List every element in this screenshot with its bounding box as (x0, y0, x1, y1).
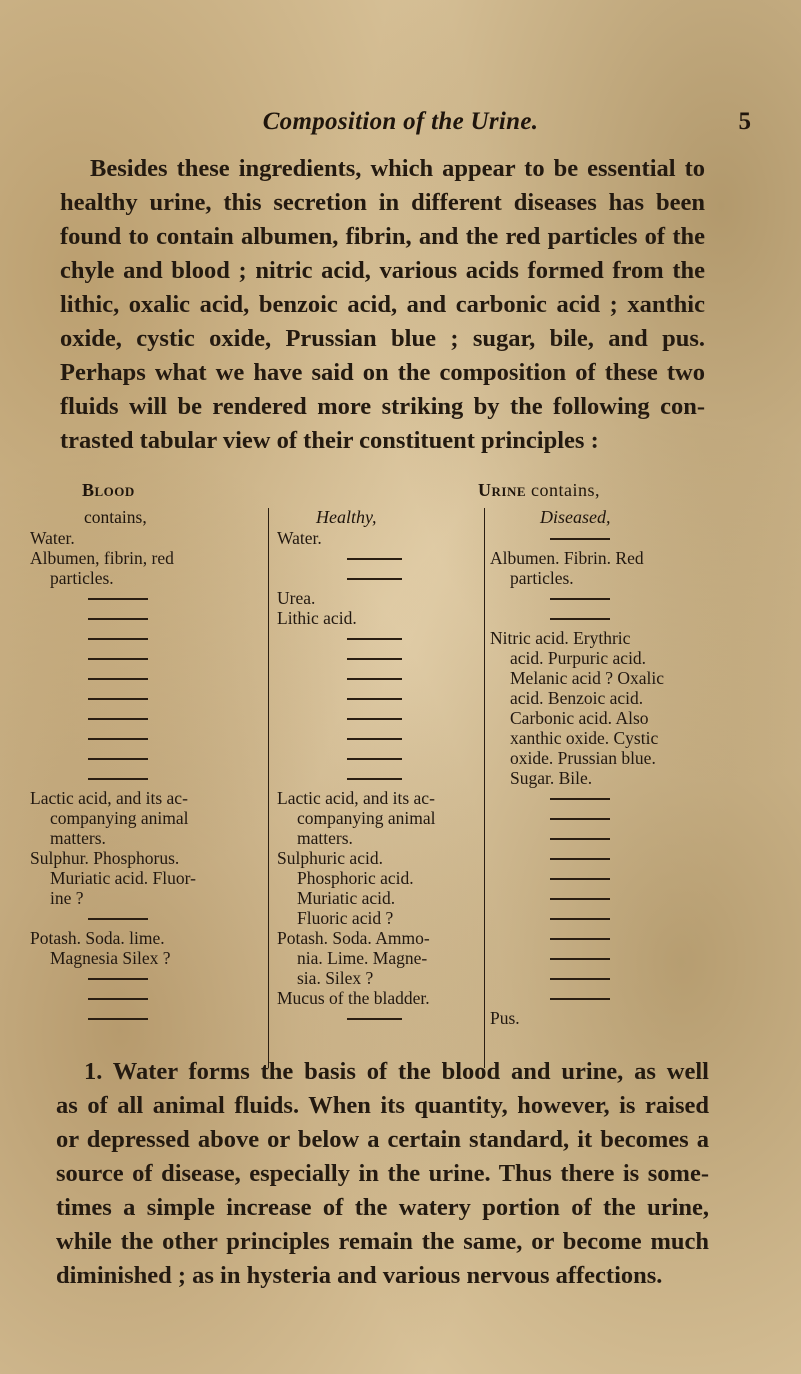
dash-separator (277, 708, 487, 728)
dash-separator (490, 608, 720, 628)
dash-separator (490, 808, 720, 828)
blood-entry: Muriatic acid. Fluor- (50, 868, 196, 888)
running-title: Composition of the Urine. (262, 108, 539, 135)
intro-line (0, 254, 801, 288)
blood-column (30, 528, 260, 1028)
diseased-urine-entry: acid. Purpuric acid. (510, 648, 647, 668)
intro-line-text: lithic, oxalic acid, benzoic acid, and carbonic acid ; xanthic (60, 291, 705, 318)
water-paragraph-line-text: times a simple increase of the watery portion of the urine, (56, 1194, 709, 1221)
blood-entry: Sulphur. Phosphorus. (30, 848, 180, 868)
page-header (0, 108, 801, 138)
intro-line-text: Perhaps what we have said on the composition of these two (60, 359, 705, 386)
dash-separator (30, 968, 260, 988)
blood-entry: Lactic acid, and its ac- (30, 788, 188, 808)
intro-line (0, 288, 801, 322)
blood-entry: ine ? (50, 888, 84, 908)
healthy-urine-entry: Lactic acid, and its ac- (277, 788, 435, 808)
blood-entry: particles. (50, 568, 114, 588)
dash-separator (490, 788, 720, 808)
diseased-urine-entry: Sugar. Bile. (510, 768, 593, 788)
blood-entry: Magnesia Silex ? (50, 948, 171, 968)
healthy-urine-entry: companying animal (297, 808, 436, 828)
urine-heading-word: Urine (478, 480, 527, 500)
diseased-column (490, 528, 720, 1028)
diseased-urine-entry: xanthic oxide. Cystic (510, 728, 659, 748)
diseased-urine-entry: Pus. (490, 1008, 520, 1028)
dash-separator (277, 568, 487, 588)
dash-separator (490, 528, 720, 548)
dash-separator (30, 768, 260, 788)
dash-separator (277, 548, 487, 568)
dash-separator (30, 608, 260, 628)
healthy-urine-entry: Water. (277, 528, 322, 548)
diseased-urine-entry: particles. (510, 568, 574, 588)
water-paragraph-line (0, 1157, 801, 1191)
water-paragraph (0, 1055, 801, 1293)
water-paragraph-line-text: source of disease, especially in the urine. Thus there is some- (56, 1160, 709, 1187)
dash-separator (30, 648, 260, 668)
dash-separator (30, 688, 260, 708)
water-paragraph-line-text: 1. Water forms the basis of the blood and urine, as well (84, 1058, 709, 1085)
water-paragraph-line (0, 1191, 801, 1225)
blood-entry: Water. (30, 528, 75, 548)
dash-separator (30, 588, 260, 608)
blood-contains: contains, (84, 507, 147, 527)
healthy-urine-entry: Sulphuric acid. (277, 848, 383, 868)
dash-separator (30, 628, 260, 648)
healthy-heading: Healthy, (316, 507, 377, 527)
dash-separator (490, 908, 720, 928)
diseased-urine-entry: Albumen. Fibrin. Red (490, 548, 644, 568)
water-paragraph-line (0, 1055, 801, 1089)
intro-line-text: oxide, cystic oxide, Prussian blue ; sugar, bile, and pus. (60, 325, 705, 352)
healthy-urine-entry: Phosphoric acid. (297, 868, 414, 888)
dash-separator (277, 648, 487, 668)
dash-separator (490, 868, 720, 888)
diseased-heading: Diseased, (540, 507, 611, 527)
column-rule-1 (268, 508, 269, 1068)
water-paragraph-line-text: diminished ; as in hysteria and various nervous affections. (56, 1262, 663, 1289)
dash-separator (490, 888, 720, 908)
healthy-urine-entry: matters. (297, 828, 353, 848)
dash-separator (277, 1008, 487, 1028)
blood-heading: Blood (82, 480, 135, 500)
dash-separator (277, 728, 487, 748)
water-paragraph-line-text: or depressed above or below a certain standard, it becomes a (56, 1126, 709, 1153)
healthy-urine-entry: Muriatic acid. (297, 888, 396, 908)
intro-line-text: found to contain albumen, fibrin, and the red particles of the (60, 223, 705, 250)
dash-separator (490, 988, 720, 1008)
water-paragraph-line-text: as of all animal fluids. When its quantity, however, is raised (56, 1092, 709, 1119)
dash-separator (490, 948, 720, 968)
healthy-urine-entry: Lithic acid. (277, 608, 357, 628)
diseased-urine-entry: Carbonic acid. Also (510, 708, 649, 728)
water-paragraph-line (0, 1259, 801, 1293)
dash-separator (30, 668, 260, 688)
blood-entry: matters. (50, 828, 106, 848)
diseased-urine-entry: acid. Benzoic acid. (510, 688, 644, 708)
water-paragraph-line (0, 1089, 801, 1123)
dash-separator (30, 1008, 260, 1028)
column-rule-2 (484, 508, 485, 1068)
blood-entry: Albumen, fibrin, red (30, 548, 174, 568)
intro-line (0, 356, 801, 390)
page-number: 5 (738, 108, 751, 135)
blood-entry: companying animal (50, 808, 189, 828)
healthy-urine-entry: sia. Silex ? (297, 968, 374, 988)
dash-separator (277, 768, 487, 788)
intro-line-text: chyle and blood ; nitric acid, various acids formed from the (60, 257, 705, 284)
urine-contains: contains, (531, 480, 601, 500)
intro-line (0, 322, 801, 356)
dash-separator (277, 668, 487, 688)
dash-separator (277, 628, 487, 648)
water-paragraph-line-text: while the other principles remain the same, or become much (56, 1228, 709, 1255)
dash-separator (490, 828, 720, 848)
dash-separator (490, 928, 720, 948)
dash-separator (30, 908, 260, 928)
dash-separator (30, 708, 260, 728)
intro-line (0, 220, 801, 254)
intro-line-text: trasted tabular view of their constituent principles : (60, 427, 599, 454)
dash-separator (30, 728, 260, 748)
intro-paragraph (0, 152, 801, 458)
diseased-urine-entry: Nitric acid. Erythric (490, 628, 631, 648)
healthy-urine-entry: Mucus of the bladder. (277, 988, 430, 1008)
healthy-urine-entry: nia. Lime. Magne- (297, 948, 428, 968)
healthy-column (277, 528, 487, 1028)
composition-table (30, 478, 730, 1068)
intro-line (0, 152, 801, 186)
intro-line-text: healthy urine, this secretion in different diseases has been (60, 189, 705, 216)
intro-line-text: fluids will be rendered more striking by the following con- (60, 393, 705, 420)
healthy-urine-entry: Fluoric acid ? (297, 908, 394, 928)
dash-separator (30, 748, 260, 768)
intro-line-text: Besides these ingredients, which appear to be essential to (90, 155, 705, 182)
diseased-urine-entry: oxide. Prussian blue. (510, 748, 656, 768)
healthy-urine-entry: Potash. Soda. Ammo- (277, 928, 430, 948)
intro-line (0, 424, 801, 458)
dash-separator (490, 968, 720, 988)
water-paragraph-line (0, 1123, 801, 1157)
dash-separator (277, 748, 487, 768)
water-paragraph-line (0, 1225, 801, 1259)
healthy-urine-entry: Urea. (277, 588, 316, 608)
intro-line (0, 390, 801, 424)
dash-separator (490, 848, 720, 868)
blood-entry: Potash. Soda. lime. (30, 928, 165, 948)
dash-separator (30, 988, 260, 1008)
dash-separator (490, 588, 720, 608)
diseased-urine-entry: Melanic acid ? Oxalic (510, 668, 665, 688)
intro-line (0, 186, 801, 220)
dash-separator (277, 688, 487, 708)
